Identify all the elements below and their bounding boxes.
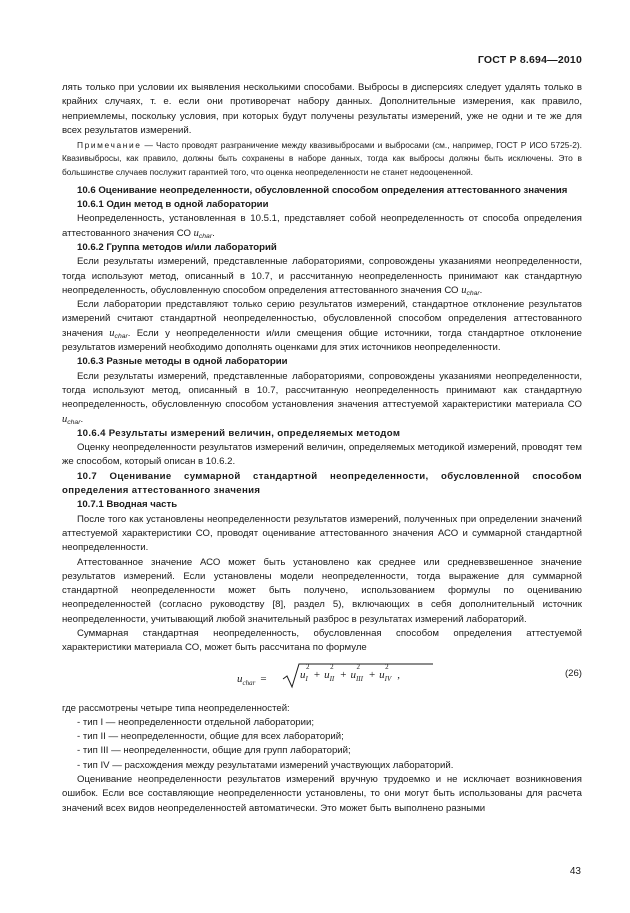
list-item xyxy=(62,759,582,773)
document-body xyxy=(62,81,582,816)
symbol-subscript: char xyxy=(67,418,81,426)
paragraph-text-tail: . xyxy=(212,227,215,239)
paragraph-text: Если лаборатории представляют только серию результатов измерений, стандартное отклонение результатов измерений считают стандартной неопределенностью, обусловленной способом определения аттестованного значения xyxy=(62,299,582,339)
paragraph xyxy=(62,255,582,298)
term-subscript: I xyxy=(305,674,308,683)
plus-sign: + xyxy=(368,668,376,681)
paragraph-text: - тип III — неопределенности, общие для групп лабораторий; xyxy=(77,745,351,757)
paragraph-text: Суммарная стандартная неопределенность, обусловленная способом определения аттестуемой характеристики материала СО, может быть рассчитана по формуле xyxy=(62,628,582,654)
paragraph-text: лять только при условии их выявления несколькими способами. Выбросы в дисперсиях следует удалять только в крайних случаях, т. е. если они противоречат набору данных. Дополнительные измерения, как правило, неприемлемы, поскольку условия, при которых будут получены результаты измерений, уже не одни и те же для всех результатов измерений. xyxy=(62,82,582,136)
formula-number: (26) xyxy=(564,667,582,679)
equals-sign: = xyxy=(260,672,267,685)
symbol-subscript: char xyxy=(466,289,480,297)
paragraph-text: Если результаты измерений, представленные лабораториями, сопровождены указаниями неопределенности, тогда используют метод, описанный в 10.7, и рассчитанную неопределенность принимают как стандартную неопределенность, обусловленную способом определения аттестованного значения СО xyxy=(62,256,582,296)
paragraph xyxy=(62,212,582,241)
list-item xyxy=(62,744,582,758)
paragraph xyxy=(62,702,582,716)
term-exponent: 2 xyxy=(356,662,360,671)
list-item xyxy=(62,730,582,744)
paragraph xyxy=(62,441,582,470)
term-subscript: III xyxy=(355,674,363,683)
paragraph-text: Неопределенность, установленная в 10.5.1, представляет собой неопределенность от способа определения аттестованного значения СО xyxy=(62,213,582,239)
paragraph-text: где рассмотрены четыре типа неопределенностей: xyxy=(62,702,290,714)
term-subscript: II xyxy=(329,674,335,683)
symbol-u: u xyxy=(461,284,467,296)
paragraph-text: Оценивание неопределенности результатов измерений вручную трудоемко и не исключает возникновения ошибок. Если все составляющие неопределенности установлены, то они могут быть использованы для расчета значений всех видов неопределенностей автоматически. Это может быть выполнено разными xyxy=(62,774,582,814)
paragraph xyxy=(62,556,582,627)
paragraph-text: - тип I — неопределенности отдельной лаборатории; xyxy=(77,716,315,728)
term-symbol: u xyxy=(300,668,306,681)
symbol-u: u xyxy=(109,327,115,339)
section-heading: 10.6 Оценивание неопределенности, обусловленной способом определения аттестованного значения xyxy=(77,184,568,196)
term-exponent: 2 xyxy=(385,662,389,671)
section-heading: 10.7 Оценивание суммарной стандартной неопределенности, обусловленной способом определения аттестованного значения xyxy=(62,470,582,497)
section-heading: 10.6.4 Результаты измерений величин, определяемых методом xyxy=(77,427,401,439)
radicand-term xyxy=(379,662,392,683)
term-symbol: u xyxy=(324,668,330,681)
radicand-term xyxy=(350,662,363,683)
radicand xyxy=(300,662,401,686)
paragraph-text: Если результаты измерений, представленные лабораториями, сопровождены указаниями неопределенности, тогда используют метод, описанный в 10.7, рассчитанную неопределенность принимают как стандартную неопределенность, обусловленную способом установления значения аттестуемой характеристики материала СО xyxy=(62,370,582,411)
term-exponent: 2 xyxy=(330,662,334,671)
note xyxy=(62,139,582,179)
symbol-subscript: char xyxy=(114,332,128,340)
symbol-subscript: char xyxy=(198,232,213,240)
paragraph xyxy=(62,627,582,656)
paragraph xyxy=(62,81,582,138)
note-label: Примечание xyxy=(77,140,142,151)
term-exponent: 2 xyxy=(306,662,310,671)
paragraph xyxy=(62,298,582,355)
term-subscript: IV xyxy=(384,674,392,683)
paragraph-text-tail: . xyxy=(80,413,84,425)
symbol-u: u xyxy=(193,227,199,239)
formula-comma: , xyxy=(397,668,401,681)
lhs-subscript: char xyxy=(242,678,256,687)
plus-sign: + xyxy=(340,668,347,681)
paragraph-text: Оценку неопределенности результатов измерений величин, определяемых методикой измерений, проводят тем же способом, который описан в 10.6.2. xyxy=(62,442,582,468)
radicand-term xyxy=(324,662,335,683)
note-text: — Часто проводят разграничение между квазивыбросами и выбросами (см., например, ГОСТ Р ИСО 5725-2). Квазивыбросы, как правило, должны быть сохранены в наборе данных, тогда как выбросы должны быть исключены. Это в большинстве случаев послужит гарантией того, что оценка неопределенности не станет недооцененной. xyxy=(62,140,582,177)
formula-lhs xyxy=(237,672,267,690)
formula-26 xyxy=(62,660,582,700)
term-symbol: u xyxy=(379,668,385,681)
paragraph-text: После того как установлены неопределенности результатов измерений, полученных при определении значений аттестуемой характеристики СО, проводят оценивание аттестованного значения АСО и суммарной стандартной неопределенности. xyxy=(62,513,582,554)
paragraph-text: Аттестованное значение АСО может быть установлено как среднее или средневзвешенное значение результатов измерений. Если установлены модели неопределенности, тогда выражение для суммарной стандартной неопределенности может быть получено, использованием формулы по оцениванию неопределенностей (согласно руководству [8], раздел 5), включающих в себя дополнительный источник неопределенности, учитывающий любой значительный разброс в результатах измерений лабораторий. xyxy=(62,556,582,625)
page-number: 43 xyxy=(569,866,581,877)
paragraph xyxy=(62,370,582,427)
paragraph xyxy=(62,773,582,816)
page-header: ГОСТ Р 8.694—2010 xyxy=(477,54,582,66)
plus-sign: + xyxy=(313,668,321,681)
section-heading: 10.7.1 Вводная часть xyxy=(77,499,178,511)
term-symbol: u xyxy=(350,668,356,681)
section-heading: 10.6.2 Группа методов и/или лабораторий xyxy=(77,241,277,253)
paragraph-text: - тип IV — расхождения между результатами измерений участвующих лабораторий. xyxy=(77,759,454,771)
paragraph-text-tail: . xyxy=(479,284,483,296)
section-heading: 10.6.1 Один метод в одной лаборатории xyxy=(77,199,269,211)
lhs-symbol: u xyxy=(237,672,243,685)
section-heading: 10.6.3 Разные методы в одной лаборатории xyxy=(77,356,288,368)
paragraph-text: - тип II — неопределенности, общие для всех лабораторий; xyxy=(77,731,344,743)
symbol-u: u xyxy=(62,413,68,425)
radicand-term xyxy=(300,662,310,683)
paragraph xyxy=(62,513,582,556)
paragraph-text-tail: . Если у неопределенности и/или смещения общие источники, тогда стандартное отклонение результатов измерений необходимо дополнять оценками для этих источников неопределенности. xyxy=(62,327,582,354)
list-item xyxy=(62,716,582,730)
